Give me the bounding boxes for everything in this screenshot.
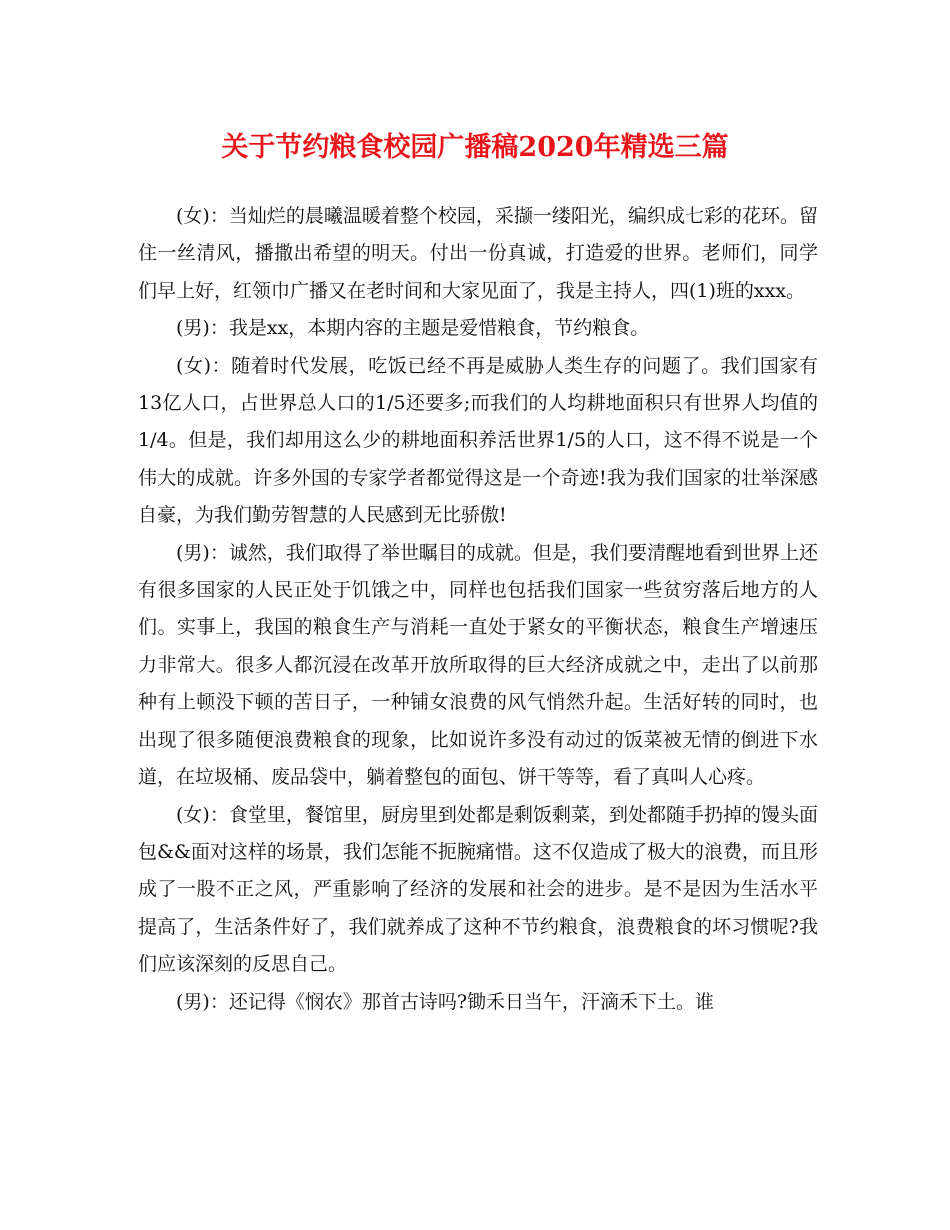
paragraph-male-intro: (男)：我是xx，本期内容的主题是爱惜粮食，节约粮食。 xyxy=(176,317,650,340)
document-body xyxy=(138,198,818,1021)
paragraph-female-waste: (女)：食堂里，餐馆里，厨房里到处都是剩饭剩菜，到处都随手扔掉的馒头面包&&面对这样的场景，我们怎能不扼腕痛惜。这不仅造成了极大的浪费，而且形成了一股不正之风，严重影响了经济的发展和社会的进步。是不是因为生活水平提高了，生活条件好了，我们就养成了这种不节约粮食，浪费粮食的坏习惯呢?我们应该深刻的反思自己。 xyxy=(138,803,818,976)
paragraph-male-hunger: (男)：诚然，我们取得了举世瞩目的成就。但是，我们要清醒地看到世界上还有很多国家的人民正处于饥饿之中，同样也包括我们国家一些贫穷落后地方的人们。实事上，我国的粮食生产与消耗一直处于紧女的平衡状态，粮食生产增速压力非常大。很多人都沉浸在改革开放所取得的巨大经济成就之中，走出了以前那种有上顿没下顿的苦日子，一种铺女浪费的风气悄然升起。生活好转的同时，也出现了很多随便浪费粮食的现象，比如说许多没有动过的饭菜被无情的倒进下水道，在垃圾桶、废品袋中，躺着整包的面包、饼干等等，看了真叫人心疼。 xyxy=(138,541,818,789)
document-title: 关于节约粮食校园广播稿2020年精选三篇 xyxy=(221,132,729,163)
paragraph-male-poem: (男)：还记得《悯农》那首古诗吗?锄禾日当午，汗滴禾下土。谁 xyxy=(176,990,715,1013)
paragraph-female-intro: (女)：当灿烂的晨曦温暖着整个校园，采撷一缕阳光，编织成七彩的花环。留住一丝清风，播撒出希望的明天。付出一份真诚，打造爱的世界。老师们，同学们早上好，红领巾广播又在老时间和大家见面了，我是主持人，四(1)班的xxx。 xyxy=(138,205,818,302)
paragraph-female-population: (女)：随着时代发展，吃饭已经不再是威胁人类生存的问题了。我们国家有13亿人口，占世界总人口的1/5还要多;而我们的人均耕地面积只有世界人均值的1/4。但是，我们却用这么少的耕地面积养活世界1/5的人口，这不得不说是一个伟大的成就。许多外国的专家学者都觉得这是一个奇迹!我为我们国家的壮举深感自豪，为我们勤劳智慧的人民感到无比骄傲! xyxy=(138,354,818,527)
